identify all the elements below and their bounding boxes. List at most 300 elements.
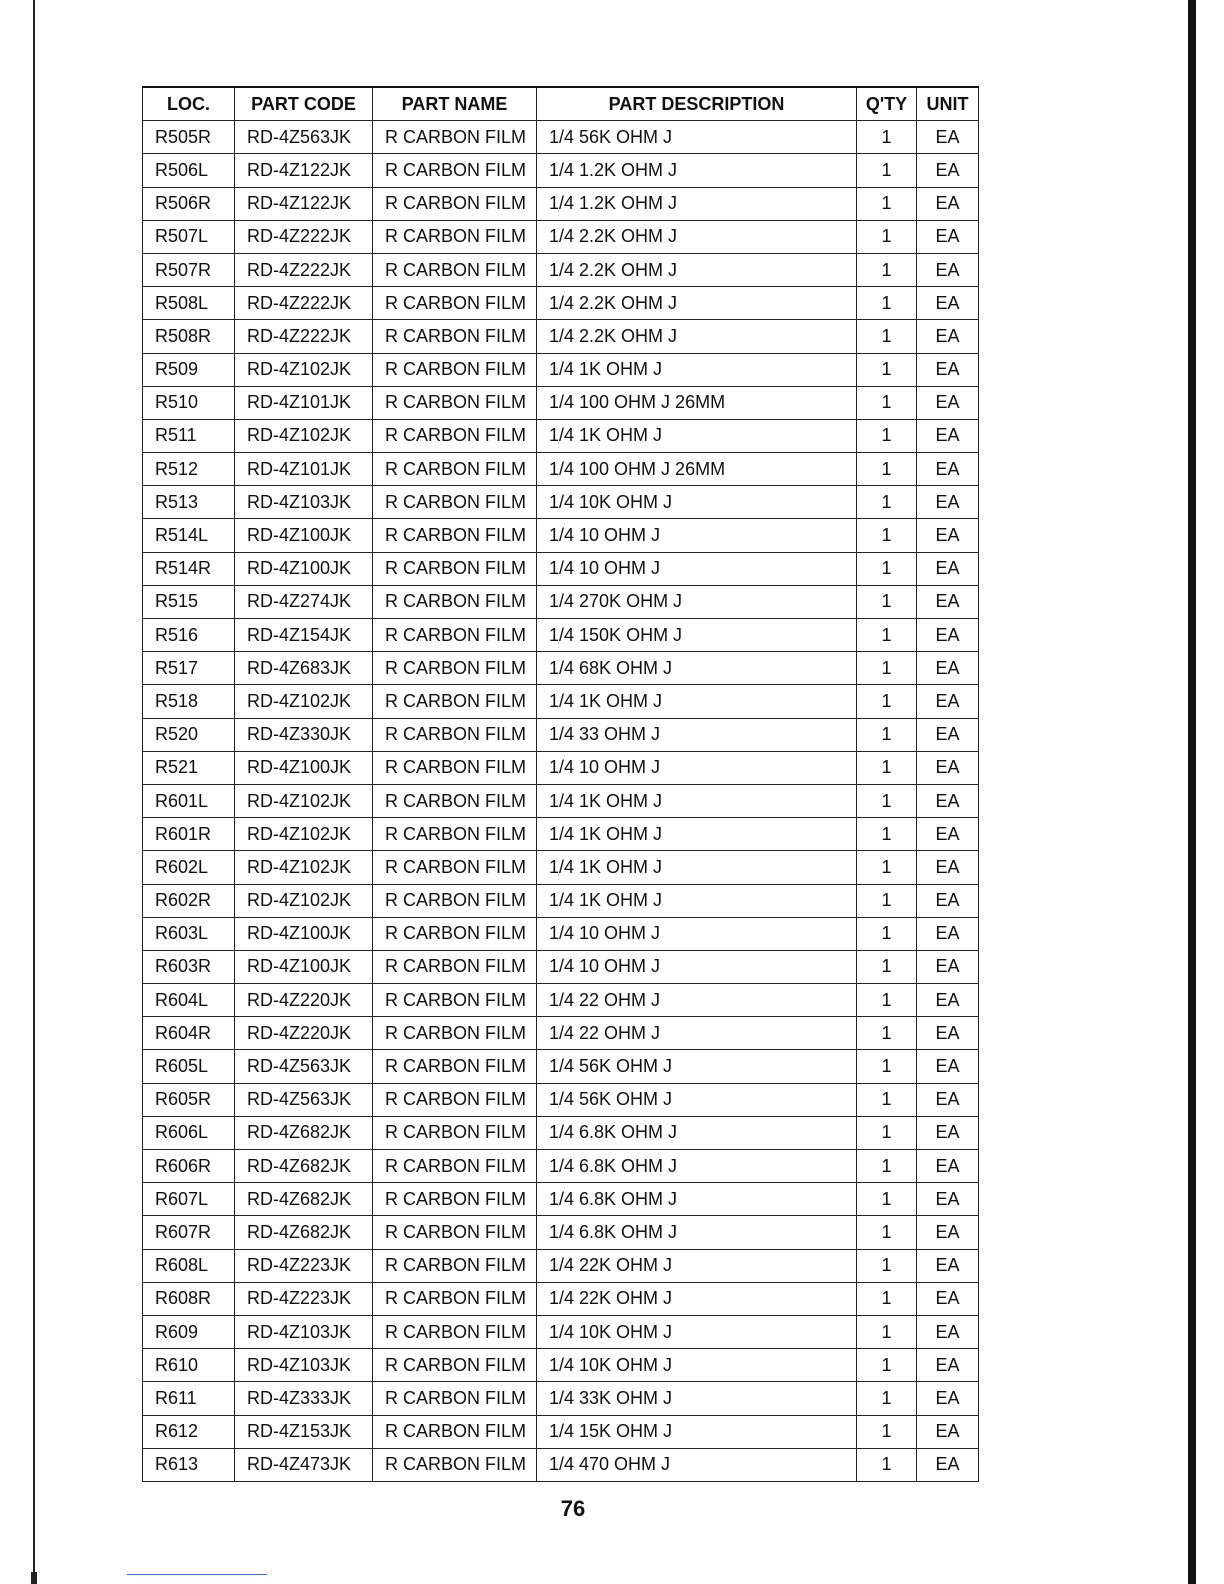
table-row	[143, 917, 979, 950]
cell-part-name: R CARBON FILM	[373, 386, 537, 419]
cell-part-code: RD-4Z153JK	[235, 1415, 373, 1448]
cell-part-description: 1/4 6.8K OHM J	[537, 1216, 857, 1249]
cell-qty: 1	[857, 1282, 917, 1315]
table-row	[143, 818, 979, 851]
cell-part-name: R CARBON FILM	[373, 950, 537, 983]
cell-part-name: R CARBON FILM	[373, 685, 537, 718]
cell-unit: EA	[917, 552, 979, 585]
footnote-rule	[127, 1574, 267, 1575]
cell-part-code: RD-4Z222JK	[235, 320, 373, 353]
cell-qty: 1	[857, 1116, 917, 1149]
cell-part-code: RD-4Z683JK	[235, 652, 373, 685]
cell-loc: R520	[143, 718, 235, 751]
cell-part-name: R CARBON FILM	[373, 1249, 537, 1282]
cell-part-name: R CARBON FILM	[373, 486, 537, 519]
cell-part-description: 1/4 270K OHM J	[537, 585, 857, 618]
table-row	[143, 884, 979, 917]
cell-part-description: 1/4 1K OHM J	[537, 419, 857, 452]
cell-part-description: 1/4 56K OHM J	[537, 1083, 857, 1116]
cell-part-code: RD-4Z220JK	[235, 984, 373, 1017]
cell-part-name: R CARBON FILM	[373, 1282, 537, 1315]
cell-loc: R514L	[143, 519, 235, 552]
cell-part-code: RD-4Z122JK	[235, 154, 373, 187]
cell-qty: 1	[857, 121, 917, 154]
cell-part-code: RD-4Z102JK	[235, 685, 373, 718]
cell-part-description: 1/4 22 OHM J	[537, 1017, 857, 1050]
cell-qty: 1	[857, 253, 917, 286]
cell-unit: EA	[917, 320, 979, 353]
cell-loc: R506L	[143, 154, 235, 187]
scan-left-edge-mark	[31, 1572, 37, 1584]
cell-part-name: R CARBON FILM	[373, 818, 537, 851]
header-loc: LOC.	[143, 87, 235, 121]
table-row	[143, 287, 979, 320]
cell-loc: R509	[143, 353, 235, 386]
cell-part-name: R CARBON FILM	[373, 419, 537, 452]
cell-part-name: R CARBON FILM	[373, 917, 537, 950]
cell-part-code: RD-4Z100JK	[235, 950, 373, 983]
table-row	[143, 585, 979, 618]
cell-part-description: 1/4 22 OHM J	[537, 984, 857, 1017]
cell-qty: 1	[857, 652, 917, 685]
cell-part-name: R CARBON FILM	[373, 154, 537, 187]
cell-qty: 1	[857, 950, 917, 983]
cell-qty: 1	[857, 220, 917, 253]
cell-unit: EA	[917, 253, 979, 286]
cell-part-name: R CARBON FILM	[373, 1216, 537, 1249]
cell-part-code: RD-4Z100JK	[235, 519, 373, 552]
cell-loc: R607L	[143, 1183, 235, 1216]
cell-qty: 1	[857, 519, 917, 552]
table-row	[143, 1050, 979, 1083]
table-row	[143, 1282, 979, 1315]
cell-qty: 1	[857, 353, 917, 386]
cell-part-name: R CARBON FILM	[373, 652, 537, 685]
cell-part-description: 1/4 68K OHM J	[537, 652, 857, 685]
cell-part-code: RD-4Z563JK	[235, 1050, 373, 1083]
table-row	[143, 784, 979, 817]
cell-part-code: RD-4Z220JK	[235, 1017, 373, 1050]
cell-part-name: R CARBON FILM	[373, 1415, 537, 1448]
cell-part-description: 1/4 33K OHM J	[537, 1382, 857, 1415]
cell-unit: EA	[917, 1017, 979, 1050]
cell-part-name: R CARBON FILM	[373, 552, 537, 585]
cell-part-description: 1/4 22K OHM J	[537, 1282, 857, 1315]
cell-part-description: 1/4 10 OHM J	[537, 950, 857, 983]
cell-unit: EA	[917, 1116, 979, 1149]
cell-loc: R601R	[143, 818, 235, 851]
cell-part-code: RD-4Z100JK	[235, 917, 373, 950]
cell-loc: R506R	[143, 187, 235, 220]
cell-loc: R521	[143, 751, 235, 784]
cell-loc: R510	[143, 386, 235, 419]
cell-qty: 1	[857, 486, 917, 519]
cell-qty: 1	[857, 685, 917, 718]
cell-unit: EA	[917, 1315, 979, 1348]
cell-loc: R605R	[143, 1083, 235, 1116]
cell-part-code: RD-4Z102JK	[235, 419, 373, 452]
table-row	[143, 685, 979, 718]
cell-loc: R518	[143, 685, 235, 718]
cell-qty: 1	[857, 1382, 917, 1415]
cell-qty: 1	[857, 1448, 917, 1481]
table-row	[143, 751, 979, 784]
cell-part-name: R CARBON FILM	[373, 453, 537, 486]
cell-unit: EA	[917, 1150, 979, 1183]
cell-loc: R608R	[143, 1282, 235, 1315]
table-row	[143, 619, 979, 652]
cell-part-code: RD-4Z100JK	[235, 751, 373, 784]
cell-part-name: R CARBON FILM	[373, 984, 537, 1017]
cell-loc: R517	[143, 652, 235, 685]
cell-part-description: 1/4 1K OHM J	[537, 685, 857, 718]
cell-loc: R604R	[143, 1017, 235, 1050]
cell-qty: 1	[857, 1349, 917, 1382]
table-row	[143, 950, 979, 983]
cell-part-description: 1/4 10 OHM J	[537, 552, 857, 585]
cell-qty: 1	[857, 917, 917, 950]
cell-part-description: 1/4 2.2K OHM J	[537, 220, 857, 253]
cell-qty: 1	[857, 751, 917, 784]
cell-unit: EA	[917, 718, 979, 751]
cell-loc: R609	[143, 1315, 235, 1348]
cell-part-code: RD-4Z274JK	[235, 585, 373, 618]
parts-table-body	[143, 121, 979, 1482]
cell-unit: EA	[917, 187, 979, 220]
table-row	[143, 1116, 979, 1149]
table-row	[143, 1150, 979, 1183]
cell-qty: 1	[857, 984, 917, 1017]
header-part-name: PART NAME	[373, 87, 537, 121]
page-number: 76	[560, 1496, 586, 1521]
cell-unit: EA	[917, 585, 979, 618]
table-row	[143, 851, 979, 884]
cell-unit: EA	[917, 154, 979, 187]
cell-loc: R607R	[143, 1216, 235, 1249]
cell-part-name: R CARBON FILM	[373, 619, 537, 652]
cell-part-description: 1/4 100 OHM J 26MM	[537, 453, 857, 486]
cell-loc: R611	[143, 1382, 235, 1415]
header-qty: Q'TY	[857, 87, 917, 121]
cell-unit: EA	[917, 1216, 979, 1249]
cell-part-code: RD-4Z102JK	[235, 851, 373, 884]
cell-unit: EA	[917, 652, 979, 685]
cell-unit: EA	[917, 1448, 979, 1481]
cell-unit: EA	[917, 1249, 979, 1282]
table-row	[143, 453, 979, 486]
table-row	[143, 1183, 979, 1216]
cell-part-description: 1/4 56K OHM J	[537, 1050, 857, 1083]
scan-left-edge	[33, 0, 35, 1584]
cell-part-description: 1/4 470 OHM J	[537, 1448, 857, 1481]
cell-part-code: RD-4Z102JK	[235, 353, 373, 386]
cell-part-code: RD-4Z222JK	[235, 287, 373, 320]
cell-loc: R612	[143, 1415, 235, 1448]
cell-part-name: R CARBON FILM	[373, 220, 537, 253]
table-row	[143, 220, 979, 253]
cell-qty: 1	[857, 1216, 917, 1249]
cell-part-code: RD-4Z102JK	[235, 784, 373, 817]
cell-part-description: 1/4 15K OHM J	[537, 1415, 857, 1448]
cell-loc: R603L	[143, 917, 235, 950]
cell-qty: 1	[857, 552, 917, 585]
cell-part-description: 1/4 2.2K OHM J	[537, 320, 857, 353]
cell-part-code: RD-4Z330JK	[235, 718, 373, 751]
header-unit: UNIT	[917, 87, 979, 121]
table-row	[143, 1249, 979, 1282]
cell-part-name: R CARBON FILM	[373, 1183, 537, 1216]
cell-part-description: 1/4 10K OHM J	[537, 486, 857, 519]
cell-unit: EA	[917, 419, 979, 452]
cell-loc: R508L	[143, 287, 235, 320]
table-row	[143, 253, 979, 286]
cell-loc: R606L	[143, 1116, 235, 1149]
cell-part-description: 1/4 1.2K OHM J	[537, 154, 857, 187]
cell-part-name: R CARBON FILM	[373, 585, 537, 618]
table-row	[143, 718, 979, 751]
cell-part-description: 1/4 10 OHM J	[537, 751, 857, 784]
cell-part-code: RD-4Z102JK	[235, 884, 373, 917]
cell-qty: 1	[857, 1083, 917, 1116]
cell-part-name: R CARBON FILM	[373, 1083, 537, 1116]
cell-part-description: 1/4 10 OHM J	[537, 917, 857, 950]
table-row	[143, 353, 979, 386]
cell-loc: R507L	[143, 220, 235, 253]
cell-part-code: RD-4Z333JK	[235, 1382, 373, 1415]
cell-part-code: RD-4Z682JK	[235, 1216, 373, 1249]
cell-loc: R604L	[143, 984, 235, 1017]
table-row	[143, 652, 979, 685]
cell-unit: EA	[917, 884, 979, 917]
cell-qty: 1	[857, 453, 917, 486]
cell-loc: R511	[143, 419, 235, 452]
cell-loc: R505R	[143, 121, 235, 154]
cell-part-name: R CARBON FILM	[373, 1050, 537, 1083]
table-row	[143, 1382, 979, 1415]
cell-part-code: RD-4Z682JK	[235, 1150, 373, 1183]
cell-loc: R613	[143, 1448, 235, 1481]
table-row	[143, 386, 979, 419]
cell-part-name: R CARBON FILM	[373, 353, 537, 386]
cell-qty: 1	[857, 320, 917, 353]
cell-qty: 1	[857, 1017, 917, 1050]
cell-unit: EA	[917, 1282, 979, 1315]
cell-part-code: RD-4Z682JK	[235, 1183, 373, 1216]
cell-qty: 1	[857, 386, 917, 419]
cell-part-description: 1/4 6.8K OHM J	[537, 1116, 857, 1149]
cell-unit: EA	[917, 784, 979, 817]
cell-part-code: RD-4Z682JK	[235, 1116, 373, 1149]
cell-part-name: R CARBON FILM	[373, 253, 537, 286]
cell-qty: 1	[857, 1150, 917, 1183]
cell-part-name: R CARBON FILM	[373, 751, 537, 784]
table-row	[143, 984, 979, 1017]
table-row	[143, 1017, 979, 1050]
cell-part-code: RD-4Z101JK	[235, 453, 373, 486]
cell-unit: EA	[917, 1415, 979, 1448]
cell-unit: EA	[917, 818, 979, 851]
cell-unit: EA	[917, 519, 979, 552]
cell-qty: 1	[857, 154, 917, 187]
cell-qty: 1	[857, 1183, 917, 1216]
table-row	[143, 1315, 979, 1348]
cell-part-code: RD-4Z103JK	[235, 486, 373, 519]
header-part-description: PART DESCRIPTION	[537, 87, 857, 121]
table-row	[143, 1216, 979, 1249]
table-row	[143, 519, 979, 552]
cell-qty: 1	[857, 1315, 917, 1348]
cell-qty: 1	[857, 851, 917, 884]
cell-part-code: RD-4Z102JK	[235, 818, 373, 851]
cell-part-description: 1/4 2.2K OHM J	[537, 287, 857, 320]
cell-unit: EA	[917, 950, 979, 983]
cell-part-code: RD-4Z101JK	[235, 386, 373, 419]
cell-loc: R516	[143, 619, 235, 652]
cell-part-description: 1/4 1K OHM J	[537, 353, 857, 386]
cell-loc: R606R	[143, 1150, 235, 1183]
cell-part-name: R CARBON FILM	[373, 1315, 537, 1348]
cell-loc: R512	[143, 453, 235, 486]
header-part-code: PART CODE	[235, 87, 373, 121]
cell-unit: EA	[917, 386, 979, 419]
cell-unit: EA	[917, 685, 979, 718]
cell-part-name: R CARBON FILM	[373, 1116, 537, 1149]
cell-part-description: 1/4 2.2K OHM J	[537, 253, 857, 286]
cell-loc: R602R	[143, 884, 235, 917]
table-row	[143, 187, 979, 220]
cell-part-name: R CARBON FILM	[373, 1382, 537, 1415]
cell-part-code: RD-4Z563JK	[235, 121, 373, 154]
cell-part-description: 1/4 33 OHM J	[537, 718, 857, 751]
cell-unit: EA	[917, 751, 979, 784]
cell-part-description: 1/4 1K OHM J	[537, 884, 857, 917]
cell-part-name: R CARBON FILM	[373, 851, 537, 884]
cell-part-description: 1/4 10 OHM J	[537, 519, 857, 552]
cell-part-description: 1/4 1K OHM J	[537, 818, 857, 851]
cell-loc: R602L	[143, 851, 235, 884]
cell-unit: EA	[917, 453, 979, 486]
table-row	[143, 1349, 979, 1382]
cell-unit: EA	[917, 353, 979, 386]
cell-part-code: RD-4Z100JK	[235, 552, 373, 585]
cell-unit: EA	[917, 287, 979, 320]
cell-part-description: 1/4 100 OHM J 26MM	[537, 386, 857, 419]
table-header-row	[143, 87, 979, 121]
cell-part-description: 1/4 150K OHM J	[537, 619, 857, 652]
cell-part-description: 1/4 1K OHM J	[537, 784, 857, 817]
parts-list-table	[142, 86, 979, 1482]
table-row	[143, 552, 979, 585]
cell-qty: 1	[857, 619, 917, 652]
cell-unit: EA	[917, 486, 979, 519]
cell-loc: R508R	[143, 320, 235, 353]
cell-qty: 1	[857, 1415, 917, 1448]
cell-part-description: 1/4 10K OHM J	[537, 1349, 857, 1382]
cell-part-code: RD-4Z222JK	[235, 253, 373, 286]
cell-part-name: R CARBON FILM	[373, 287, 537, 320]
cell-part-description: 1/4 6.8K OHM J	[537, 1183, 857, 1216]
cell-unit: EA	[917, 1083, 979, 1116]
cell-part-code: RD-4Z222JK	[235, 220, 373, 253]
cell-loc: R514R	[143, 552, 235, 585]
cell-part-name: R CARBON FILM	[373, 1448, 537, 1481]
cell-part-name: R CARBON FILM	[373, 718, 537, 751]
cell-part-name: R CARBON FILM	[373, 1349, 537, 1382]
cell-qty: 1	[857, 1050, 917, 1083]
cell-loc: R610	[143, 1349, 235, 1382]
table-row	[143, 419, 979, 452]
cell-part-code: RD-4Z223JK	[235, 1282, 373, 1315]
table-row	[143, 121, 979, 154]
cell-unit: EA	[917, 1349, 979, 1382]
cell-part-name: R CARBON FILM	[373, 1150, 537, 1183]
cell-unit: EA	[917, 619, 979, 652]
cell-loc: R608L	[143, 1249, 235, 1282]
cell-unit: EA	[917, 121, 979, 154]
cell-unit: EA	[917, 851, 979, 884]
cell-part-name: R CARBON FILM	[373, 121, 537, 154]
cell-part-description: 1/4 22K OHM J	[537, 1249, 857, 1282]
cell-unit: EA	[917, 1050, 979, 1083]
table-row	[143, 1083, 979, 1116]
cell-part-code: RD-4Z223JK	[235, 1249, 373, 1282]
cell-part-code: RD-4Z563JK	[235, 1083, 373, 1116]
cell-part-name: R CARBON FILM	[373, 519, 537, 552]
cell-part-code: RD-4Z154JK	[235, 619, 373, 652]
cell-part-description: 1/4 56K OHM J	[537, 121, 857, 154]
cell-part-name: R CARBON FILM	[373, 884, 537, 917]
cell-part-name: R CARBON FILM	[373, 784, 537, 817]
table-row	[143, 320, 979, 353]
table-row	[143, 1448, 979, 1481]
cell-part-code: RD-4Z122JK	[235, 187, 373, 220]
cell-qty: 1	[857, 818, 917, 851]
cell-unit: EA	[917, 917, 979, 950]
cell-part-description: 1/4 6.8K OHM J	[537, 1150, 857, 1183]
cell-loc: R513	[143, 486, 235, 519]
cell-qty: 1	[857, 884, 917, 917]
cell-qty: 1	[857, 784, 917, 817]
cell-qty: 1	[857, 1249, 917, 1282]
cell-part-name: R CARBON FILM	[373, 320, 537, 353]
cell-qty: 1	[857, 187, 917, 220]
cell-loc: R603R	[143, 950, 235, 983]
cell-part-code: RD-4Z473JK	[235, 1448, 373, 1481]
table-row	[143, 1415, 979, 1448]
cell-loc: R515	[143, 585, 235, 618]
cell-qty: 1	[857, 585, 917, 618]
cell-unit: EA	[917, 1183, 979, 1216]
cell-part-description: 1/4 1K OHM J	[537, 851, 857, 884]
cell-loc: R605L	[143, 1050, 235, 1083]
cell-part-name: R CARBON FILM	[373, 1017, 537, 1050]
cell-unit: EA	[917, 1382, 979, 1415]
cell-qty: 1	[857, 287, 917, 320]
table-row	[143, 486, 979, 519]
scan-right-edge	[1188, 0, 1196, 1584]
cell-part-description: 1/4 1.2K OHM J	[537, 187, 857, 220]
cell-part-description: 1/4 10K OHM J	[537, 1315, 857, 1348]
cell-part-code: RD-4Z103JK	[235, 1315, 373, 1348]
cell-loc: R507R	[143, 253, 235, 286]
cell-qty: 1	[857, 718, 917, 751]
cell-qty: 1	[857, 419, 917, 452]
cell-part-name: R CARBON FILM	[373, 187, 537, 220]
cell-unit: EA	[917, 984, 979, 1017]
table-row	[143, 154, 979, 187]
cell-part-code: RD-4Z103JK	[235, 1349, 373, 1382]
cell-unit: EA	[917, 220, 979, 253]
